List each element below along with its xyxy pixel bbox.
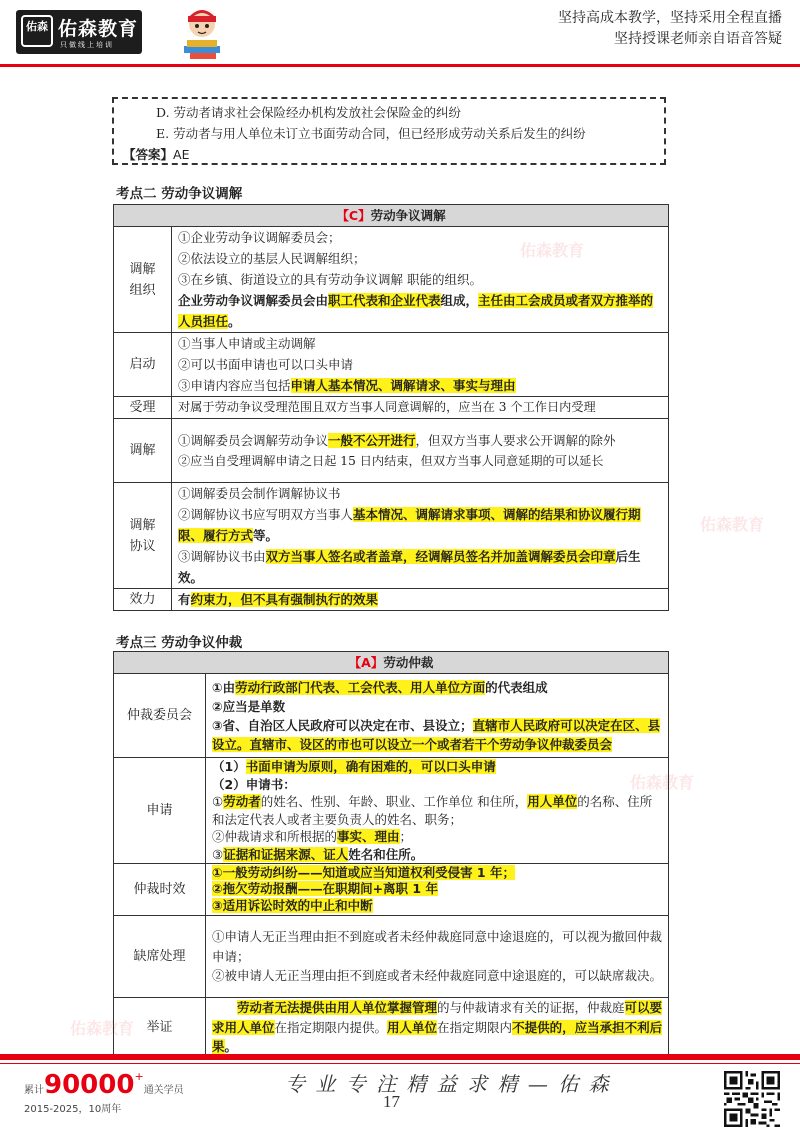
text-line [212,881,664,898]
highlight: 用人单位 [387,1019,438,1035]
text-line: ①企业劳动争议调解委员会； [178,230,341,245]
text-span: 在指定期限内提供。 [274,1019,388,1035]
row-label: 仲裁委员会 [114,674,206,758]
watermark: 佑森教育 [700,515,765,534]
highlight: 可以要求用人单位 [212,1000,663,1035]
years-text: 2015-2025，10周年 [24,1104,122,1115]
text-span: 后生效。 [178,549,641,585]
text-line [212,678,664,697]
brand-logo [16,10,142,54]
text-line: ①当事人申请或主动调解 [178,336,316,351]
text-span: 组成， [440,293,479,308]
slogan-line-2: 坚持授课老师亲自语音答疑 [614,31,782,47]
text-span: 姓名和住所。 [348,846,424,862]
row-content [206,864,669,916]
text-span: 。 [224,1039,238,1055]
text-line [212,793,664,828]
text-span: ③申请内容应当包括 [178,378,291,393]
text-span: （1） [212,759,246,774]
highlight: 直辖市人民政府可以决定在区、县设立。直辖市、设区的市也可以设立一个或者若干个劳动争议仲裁委员会 [212,717,661,752]
table-header [114,652,669,674]
highlight: 主任由工会成员或者双方推举的人员担任 [178,293,654,329]
row-label: 效力 [114,589,172,611]
watermark: 佑森教育 [630,773,695,792]
option-d: D. 劳动者请求社会保险经办机构发放社会保险金的纠纷 [156,105,462,120]
signature: 专 业 专 注 精 益 求 精 — 佑 森 [285,1072,611,1096]
text-line: ②可以书面申请也可以口头申请 [178,357,354,372]
highlight: 事实、理由 [337,829,400,844]
section-title-arbitration: 考点三 劳动争议仲裁 [116,635,243,651]
footer-stats [24,1070,184,1115]
highlight: 双方当事人签名或者盖章，经调解员签名并加盖调解委员会印章 [265,549,616,564]
text-span: ① [212,794,224,809]
arbitration-table [113,651,669,1058]
logo-name: 佑森教育 [58,18,139,40]
text-line [178,430,664,451]
text-line [178,375,664,396]
highlight: 劳动者无法提供由用人单位掌握管理 [237,1000,438,1016]
level-tag: 【C】 [336,208,371,223]
row-label: 受理 [114,397,172,419]
text-span: ②调解协议书应写明双方当事人 [178,507,354,522]
row-content [172,483,669,589]
row-label: 启动 [114,333,172,397]
table-row [114,998,669,1058]
row-label: 仲裁时效 [114,864,206,916]
footer-divider-thin [0,1063,800,1064]
text-line [212,758,664,776]
text-line [178,290,664,332]
text-span: 的代表组成 [485,679,548,695]
text-span: ，但双方当事人要求公开调解的除外 [415,432,616,448]
text-span: ③调解协议书由 [178,549,266,564]
mascot-illustration [178,4,226,62]
answer-label: 【答案】 [123,147,174,162]
answer-value: AE [173,147,190,162]
text-line: ②依法设立的基层人民调解组织； [178,251,366,266]
text-line [212,865,664,882]
table-title: 劳动争议调解 [370,208,446,223]
row-label: 调解 协议 [114,483,172,589]
watermark: 佑森教育 [520,241,585,260]
row-content [206,998,669,1058]
option-e: E. 劳动者与用人单位未订立书面劳动合同，但已经形成劳动关系后发生的纠纷 [156,126,586,141]
table-header [114,205,669,227]
text-span: 等。 [253,528,279,543]
row-label: 调解 [114,419,172,483]
row-content [172,227,669,333]
count-value: 90000 [44,1070,135,1100]
text-line [212,828,664,846]
highlight: ①一般劳动纠纷——知道或应当知道权利受侵害 1 年； [212,864,515,880]
table-row [114,674,669,758]
mediation-table [113,204,669,611]
highlight: 用人单位 [527,794,578,809]
level-tag: 【A】 [348,655,384,670]
row-label: 申请 [114,758,206,864]
row-content [172,419,669,483]
text-line: ③在乡镇、街道设立的具有劳动争议调解 职能的组织。 [178,272,482,287]
table-row [114,397,669,419]
row-content [206,916,669,998]
table-row [114,333,669,397]
page-header [0,0,800,72]
row-label: 调解 组织 [114,227,172,333]
text-line [212,846,664,864]
highlight: 一般不公开进行 [328,432,416,448]
table-title: 劳动仲裁 [383,655,434,670]
text-line [212,898,664,915]
table-row [114,227,669,333]
row-content [172,333,669,397]
row-content [206,674,669,758]
highlight: 约束力，但不具有强制执行的效果 [190,592,379,607]
text-span: ①由 [212,679,236,695]
text-line [212,716,664,754]
text-span: ； [399,829,413,844]
question-box [112,97,666,165]
count-suffix: 通关学员 [143,1085,184,1096]
highlight: 证据和证据来源、证人 [223,846,349,862]
highlight: 职工代表和企业代表 [328,293,441,308]
table-row [114,916,669,998]
text-line: （2）申请书： [212,776,296,792]
text-line: ①调解委员会制作调解协议书 [178,486,341,501]
table-row [114,758,669,864]
table-row [114,864,669,916]
text-span: 的姓名、性别、年龄、职业、工作单位 和住所， [260,794,528,809]
row-content: 对属于劳动争议受理范围且双方当事人同意调解的，应当在 3 个工作日内受理 [172,397,669,419]
highlight: 劳动行政部门代表、工会代表、用人单位方面 [235,679,486,695]
header-divider [0,64,800,67]
highlight: 书面申请为原则，确有困难的，可以口头申请 [245,759,496,774]
text-span: 的与仲裁请求有关的证据，仲裁庭 [437,1000,625,1016]
slogan-line-1: 坚持高成本教学，坚持采用全程直播 [558,10,782,26]
section-title-mediation: 考点二 劳动争议调解 [116,186,243,202]
table-row [114,419,669,483]
highlight: ③适用诉讼时效的中止和中断 [212,897,373,913]
text-line: ②被申请人无正当理由拒不到庭或者未经仲裁庭同意中途退庭的，可以缺席裁决。 [212,968,663,984]
row-content [172,589,669,611]
count-prefix: 累计 [24,1085,44,1096]
text-line [178,504,664,546]
highlight: 劳动者 [223,794,261,809]
text-line: ①申请人无正当理由拒不到庭或者未经仲裁庭同意中途退庭的，可以视为撤回仲裁申请； [212,929,663,964]
highlight: 不提供的，应当承担不利后果 [212,1019,663,1055]
page-number: 17 [383,1092,400,1111]
highlight: 基本情况、调解请求事项、调解的结果和协议履行期限、履行方式 [178,507,641,543]
text-span: ①调解委员会调解劳动争议 [178,432,329,448]
answer-line [123,144,664,165]
text-span: 企业劳动争议调解委员会由 [178,293,329,308]
footer-divider [0,1054,800,1060]
text-span: 在指定期限内 [437,1019,513,1035]
text-span: 。 [228,314,241,329]
qr-code-icon [724,1071,780,1127]
text-span: 有 [178,592,191,607]
text-span: ③ [212,846,224,862]
text-span: 的名称、住所和法定代表人或者主要负责人的姓名、职务； [212,794,653,827]
text-span: ③省、自治区人民政府可以决定在市、县设立； [212,717,473,733]
table-row [114,589,669,611]
text-span: ②仲裁请求和所根据的 [212,829,338,844]
highlight: ②拖欠劳动报酬——在职期间+离职 1 年 [212,881,438,897]
row-label: 缺席处理 [114,916,206,998]
row-content [206,758,669,864]
text-line: ②应当是单数 [212,698,286,714]
row-label: 举证 [114,998,206,1058]
text-line: ②应当自受理调解申请之日起 15 日内结束，但双方当事人同意延期的可以延长 [178,453,604,468]
header-slogan [558,8,782,50]
logo-slogan: 只做线上培训 [60,41,114,49]
table-row [114,483,669,589]
watermark: 佑森教育 [70,1019,135,1038]
logo-seal: 佑森 [21,15,53,47]
highlight: 申请人基本情况、调解请求、事实与理由 [290,378,516,393]
text-line [178,546,664,588]
count-plus: + [134,1070,144,1083]
